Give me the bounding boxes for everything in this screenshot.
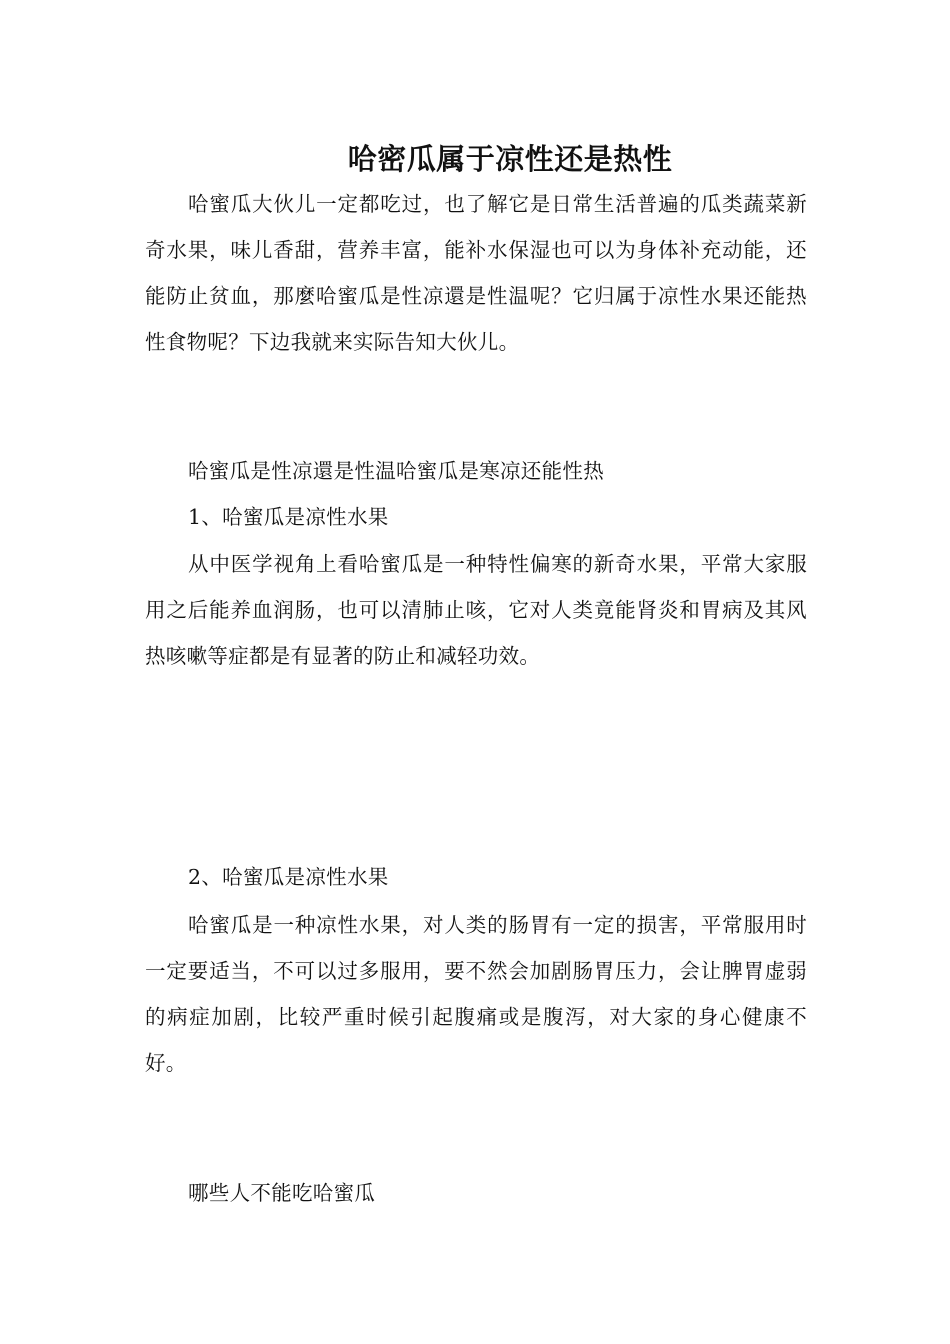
point1-paragraph: 从中医学视角上看哈蜜瓜是一种特性偏寒的新奇水果，平常大家服用之后能养血润肠，也可以清肺止咳，它对人类竟能肾炎和胃病及其风热咳嗽等症都是有显著的防止和减轻功效。: [145, 552, 807, 668]
section2-heading: 哪些人不能吃哈蜜瓜: [188, 1181, 376, 1205]
point1-heading: 1、哈蜜瓜是凉性水果: [188, 505, 389, 529]
point2-paragraph: 哈蜜瓜是一种凉性水果，对人类的肠胃有一定的损害，平常服用时一定要适当，不可以过多服用，要不然会加剧肠胃压力，会让脾胃虚弱的病症加剧，比较严重时候引起腹痛或是腹泻，对大家的身心健康不好。: [145, 913, 807, 1075]
document-title: 哈密瓜属于凉性还是热性: [347, 142, 673, 177]
point2-heading: 2、哈蜜瓜是凉性水果: [188, 865, 389, 889]
section-heading: 哈蜜瓜是性凉還是性温哈蜜瓜是寒凉还能性热: [188, 459, 604, 483]
intro-paragraph: 哈蜜瓜大伙儿一定都吃过，也了解它是日常生活普遍的瓜类蔬菜新奇水果，味儿香甜，营养丰富，能补水保湿也可以为身体补充动能，还能防止贫血，那麼哈蜜瓜是性凉還是性温呢？它归属于凉性水果还能热性食物呢？下边我就来实际告知大伙儿。: [145, 192, 807, 354]
